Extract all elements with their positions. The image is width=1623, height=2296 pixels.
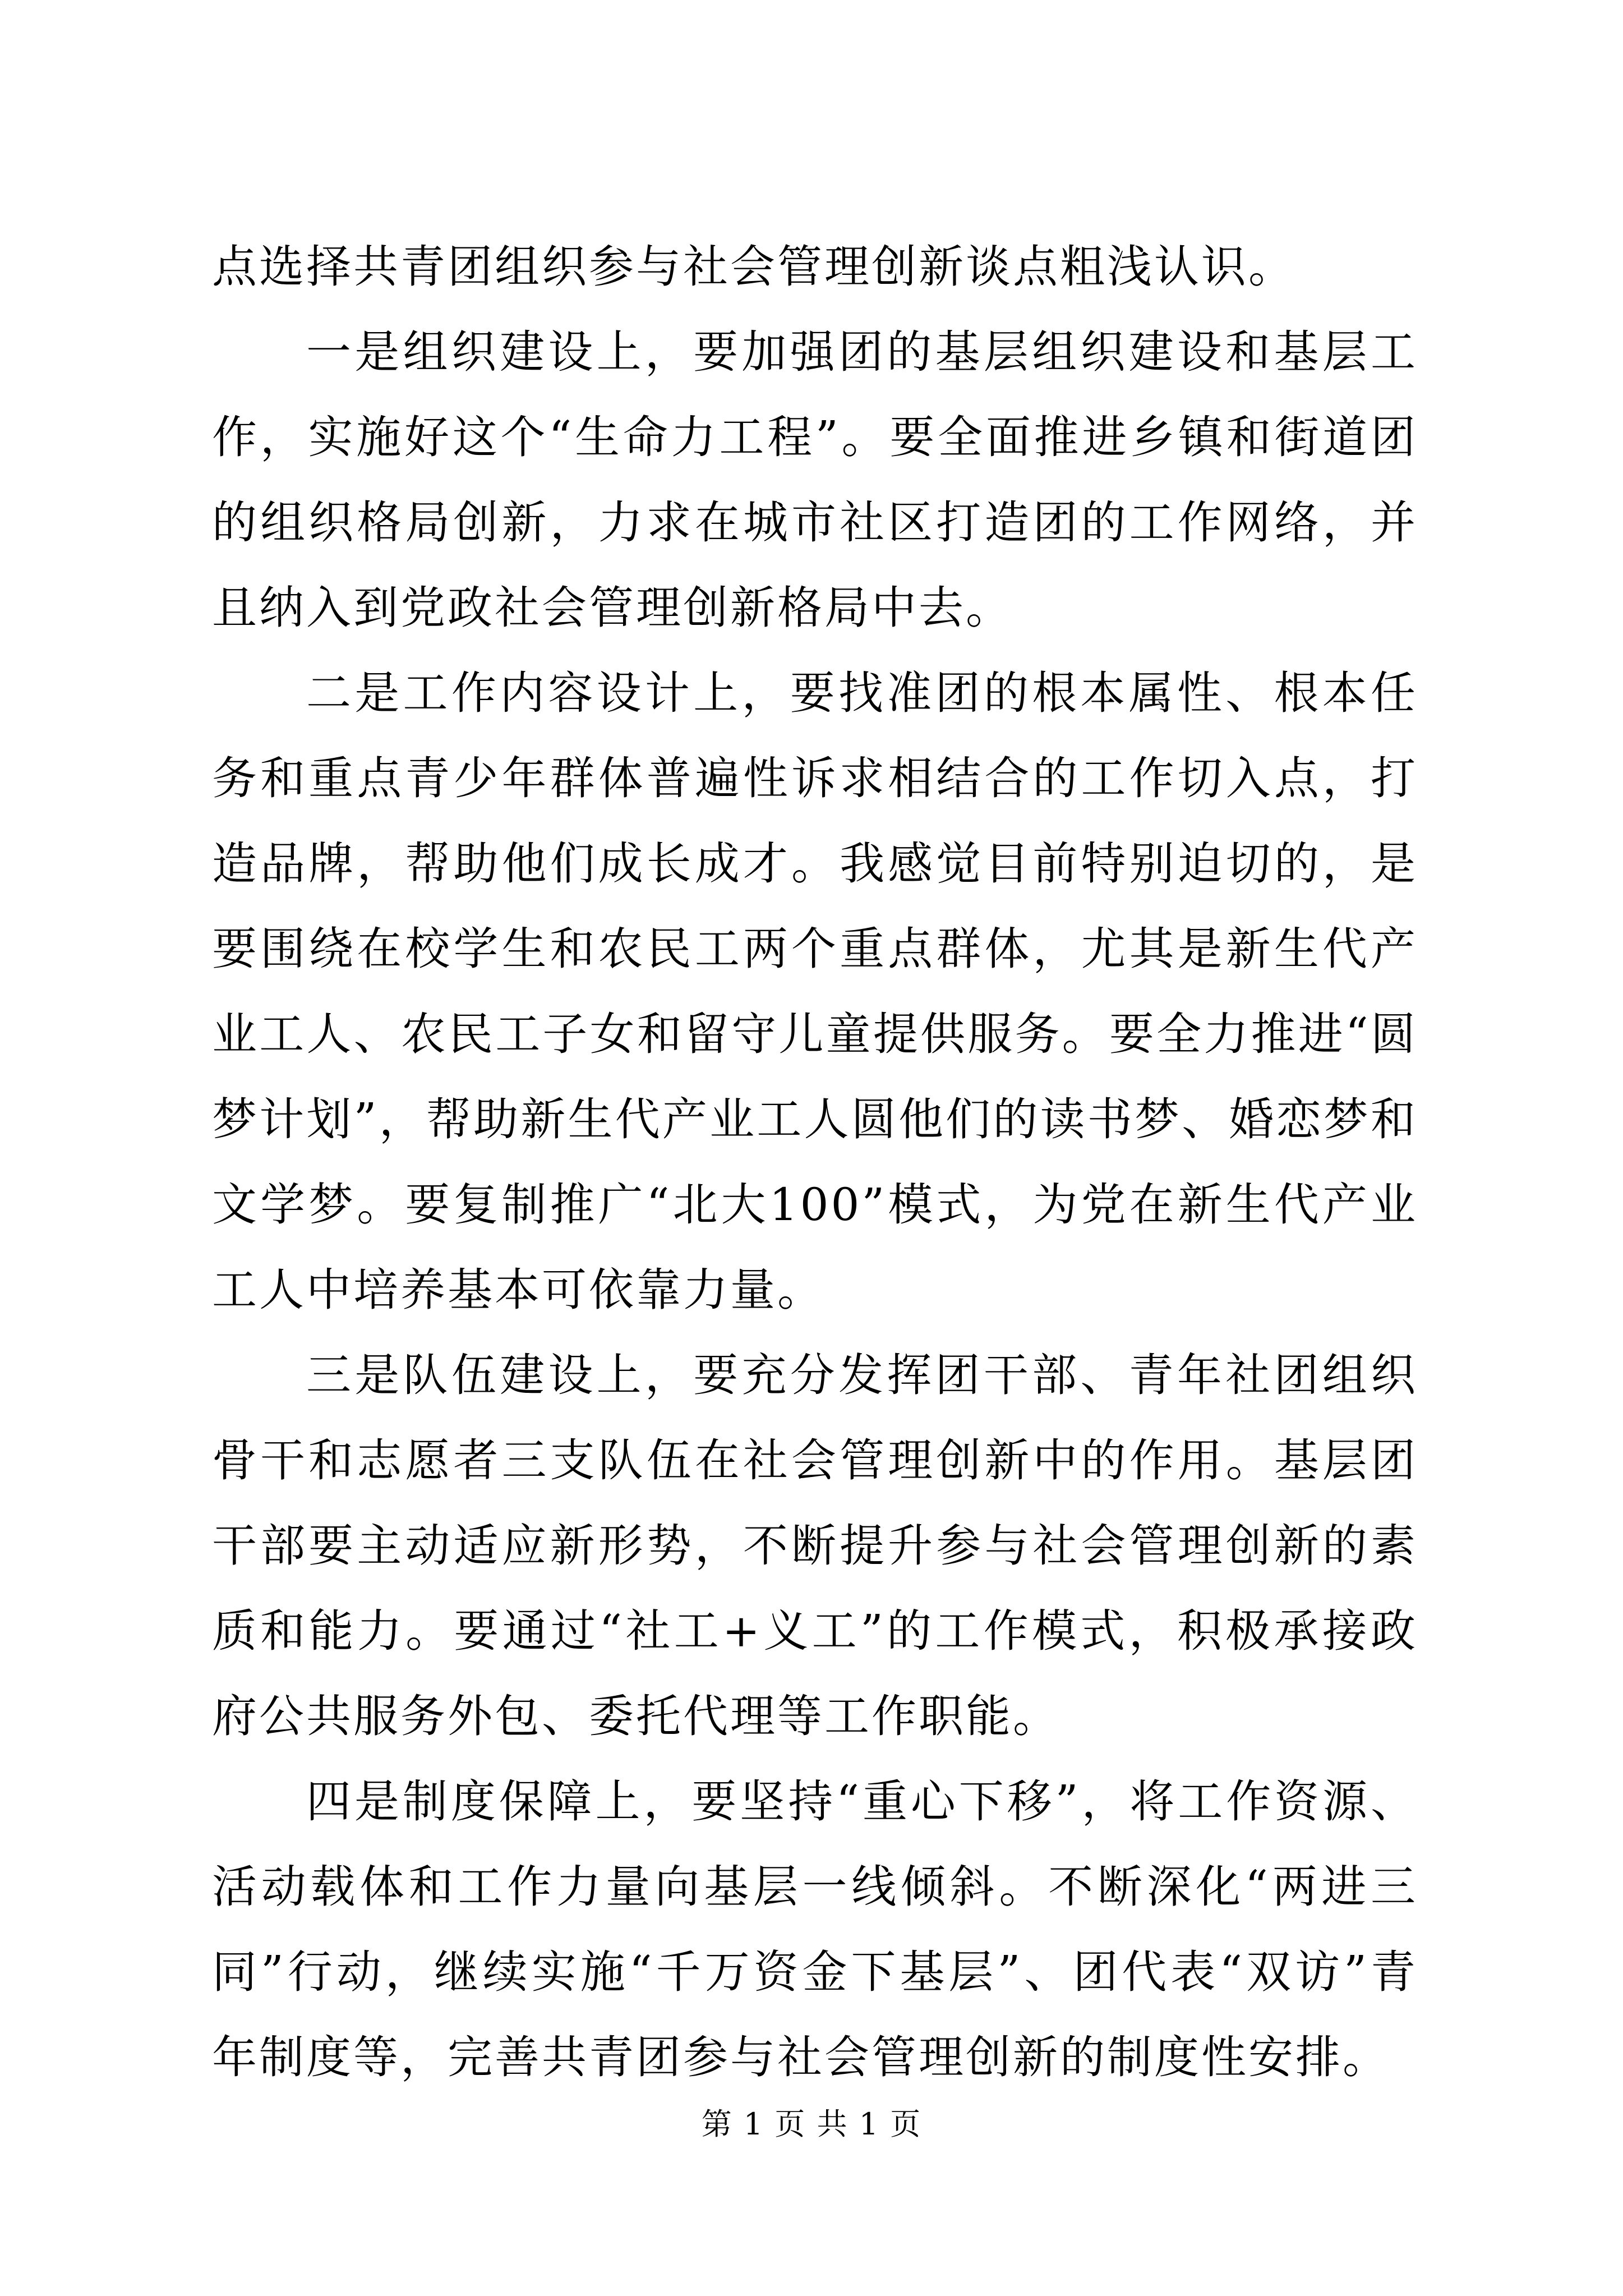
paragraph-work-content-design: 二是工作内容设计上，要找准团的根本属性、根本任务和重点青少年群体普遍性诉求相结合的工作切入点，打造品牌，帮助他们成长成才。我感觉目前特别迫切的，是要围绕在校学生和农民工两个重点群体，尤其是新生代产业工人、农民工子女和留守儿童提供服务。要全力推进“圆梦计划”，帮助新生代产业工人圆他们的读书梦、婚恋梦和文学梦。要复制推广“北大100”模式，为党在新生代产业工人中培养基本可依靠力量。: [212, 667, 1418, 1316]
document-body: [212, 224, 1418, 2100]
paragraph-system-guarantee: 四是制度保障上，要坚持“重心下移”，将工作资源、活动载体和工作力量向基层一线倾斜。不断深化“两进三同”行动，继续实施“千万资金下基层”、团代表“双访”青年制度等，完善共青团参与社会管理创新的制度性安排。: [212, 1775, 1418, 2083]
page-footer: 第 1 页 共 1 页: [701, 2106, 922, 2142]
paragraph-continuation: 点选择共青团组织参与社会管理创新谈点粗浅认识。: [212, 241, 1295, 293]
paragraph-organization-building: 一是组织建设上，要加强团的基层组织建设和基层工作，实施好这个“生命力工程”。要全面推进乡镇和街道团的组织格局创新，力求在城市社区打造团的工作网络，并且纳入到党政社会管理创新格局中去。: [212, 326, 1418, 634]
paragraph-team-building: 三是队伍建设上，要充分发挥团干部、青年社团组织骨干和志愿者三支队伍在社会管理创新中的作用。基层团干部要主动适应新形势，不断提升参与社会管理创新的素质和能力。要通过“社工+义工”的工作模式，积极承接政府公共服务外包、委托代理等工作职能。: [212, 1349, 1418, 1742]
